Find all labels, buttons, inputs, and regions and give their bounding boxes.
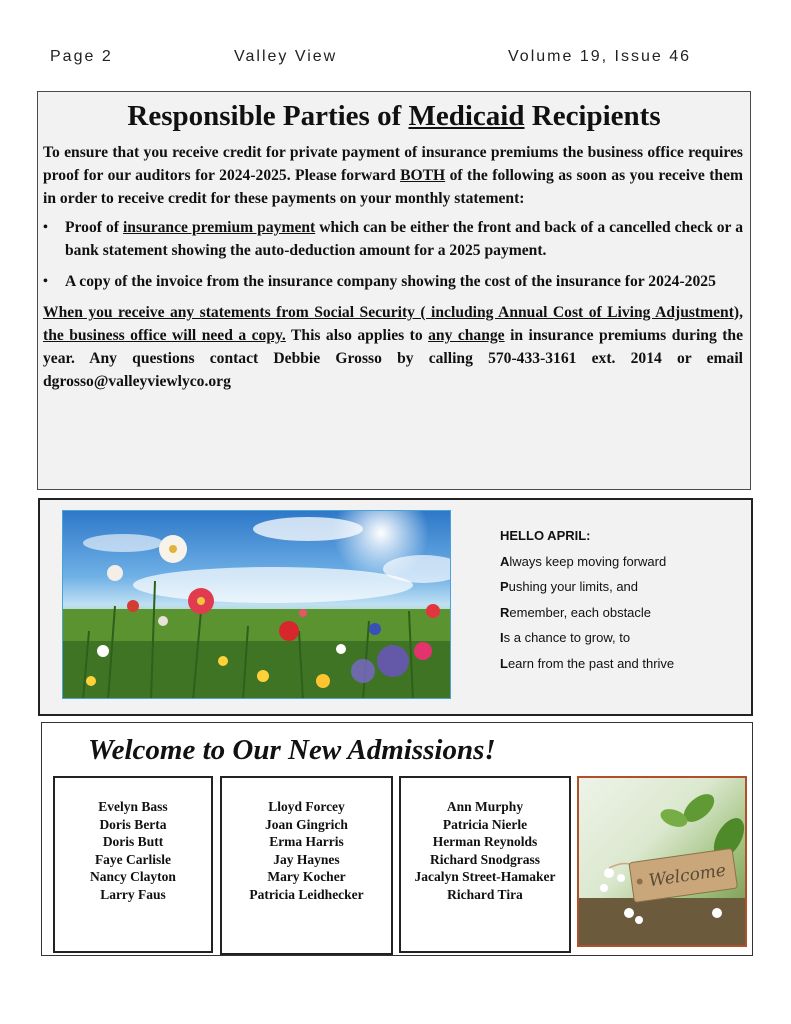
resident-name: Patricia Leidhecker (249, 886, 364, 902)
poem-line-text: s a chance to grow, to (503, 630, 631, 645)
resident-name: Jay Haynes (273, 851, 340, 867)
resident-name: Lloyd Forcey (268, 799, 345, 814)
medicaid-title (38, 100, 750, 133)
welcome-sign-image (577, 776, 747, 947)
poem-initial: R (500, 604, 510, 620)
closing-text: This also applies to (285, 327, 429, 344)
resident-name: Erma Harris (269, 834, 344, 849)
poem-line (500, 549, 674, 575)
page-number: Page 2 (50, 48, 113, 65)
wildflower-meadow-image (62, 510, 451, 699)
poem-line (500, 651, 674, 677)
admissions-title: Welcome to Our New Admissions! (88, 734, 496, 766)
closing-any-change: any change (428, 327, 505, 344)
medicaid-body (43, 141, 743, 393)
admissions-column-2 (220, 776, 393, 955)
requirement-text: which can be either the front and back of a cancelled check or a bank statement showing the auto-deduction amount for a 2025 payment. (65, 219, 743, 259)
requirement-item (65, 216, 743, 262)
requirement-text: Proof of (65, 219, 123, 236)
resident-name: Jacalyn Street-Hamaker (414, 869, 556, 884)
poem-line-text: emember, each obstacle (509, 604, 652, 620)
poem-initial: A (500, 553, 510, 569)
medicaid-title-part: Recipients (524, 100, 661, 132)
welcome-sign-text: Welcome (647, 860, 728, 892)
poem-heading: HELLO APRIL: (500, 528, 591, 543)
medicaid-intro (43, 141, 743, 210)
meadow-illustration (63, 511, 451, 699)
resident-name: Richard Snodgrass (430, 851, 540, 867)
closing-underlined: When you receive any statements from Social Security ( including Annual Cost of Living Adjustment), the business office will need a copy. (43, 304, 743, 344)
resident-name: Ann Murphy (446, 799, 524, 814)
poem-line (500, 574, 674, 600)
admissions-column-3 (399, 776, 571, 953)
resident-name: Nancy Clayton (90, 869, 176, 884)
resident-name: Larry Faus (100, 886, 166, 902)
resident-name: Richard Tira (447, 886, 523, 902)
closing-text: in insurance premiums during the year. Any questions contact Debbie Grosso by calling 570-433-3161 ext. 2014 or email dgrosso@valleyviewlyco.org (43, 327, 744, 390)
page-header (0, 48, 791, 70)
medicaid-title-underlined: Medicaid (408, 100, 525, 132)
resident-name: Doris Butt (102, 834, 164, 849)
intro-both: BOTH (400, 167, 446, 184)
volume-issue: Volume 19, Issue 46 (508, 48, 691, 65)
poem-initial: L (500, 655, 508, 671)
welcome-tag-illustration (579, 778, 745, 945)
poem-initial: P (500, 579, 509, 594)
admissions-column-1 (53, 776, 213, 953)
requirement-text: A copy of the invoice from the insurance company showing the cost of the insurance for 2024-2025 (65, 273, 716, 290)
newsletter-title: Valley View (234, 48, 338, 65)
resident-name: Joan Gingrich (265, 816, 348, 832)
medicaid-notice-box (37, 91, 751, 490)
intro-text: To ensure that you receive credit for private payment of insurance premiums the business office requires proof for our auditors for 2024-2025. Please forward (43, 144, 743, 184)
poem-line-text: earn from the past and thrive (507, 655, 675, 671)
april-acrostic-poem (500, 523, 674, 676)
resident-name: Mary Kocher (267, 869, 346, 884)
requirement-item (65, 270, 743, 293)
poem-line-text: ushing your limits, and (508, 579, 639, 594)
new-admissions-box (41, 722, 753, 956)
resident-name: Herman Reynolds (432, 834, 538, 849)
poem-line (500, 625, 674, 651)
medicaid-title-part: Responsible Parties of (127, 100, 409, 132)
intro-text: of the following as soon as you receive them in order to receive credit for these payments on your monthly statement: (43, 167, 743, 207)
hello-april-box (38, 498, 753, 716)
requirement-underlined: insurance premium payment (122, 219, 316, 236)
resident-name: Doris Berta (99, 816, 167, 832)
poem-line (500, 600, 674, 626)
poem-initial: I (500, 630, 504, 645)
resident-name: Faye Carlisle (94, 851, 172, 867)
medicaid-requirements-list (43, 216, 743, 293)
poem-line-text: lways keep moving forward (509, 553, 667, 569)
resident-name: Patricia Nierle (442, 816, 528, 832)
medicaid-closing (43, 301, 743, 393)
resident-name: Evelyn Bass (98, 799, 168, 814)
